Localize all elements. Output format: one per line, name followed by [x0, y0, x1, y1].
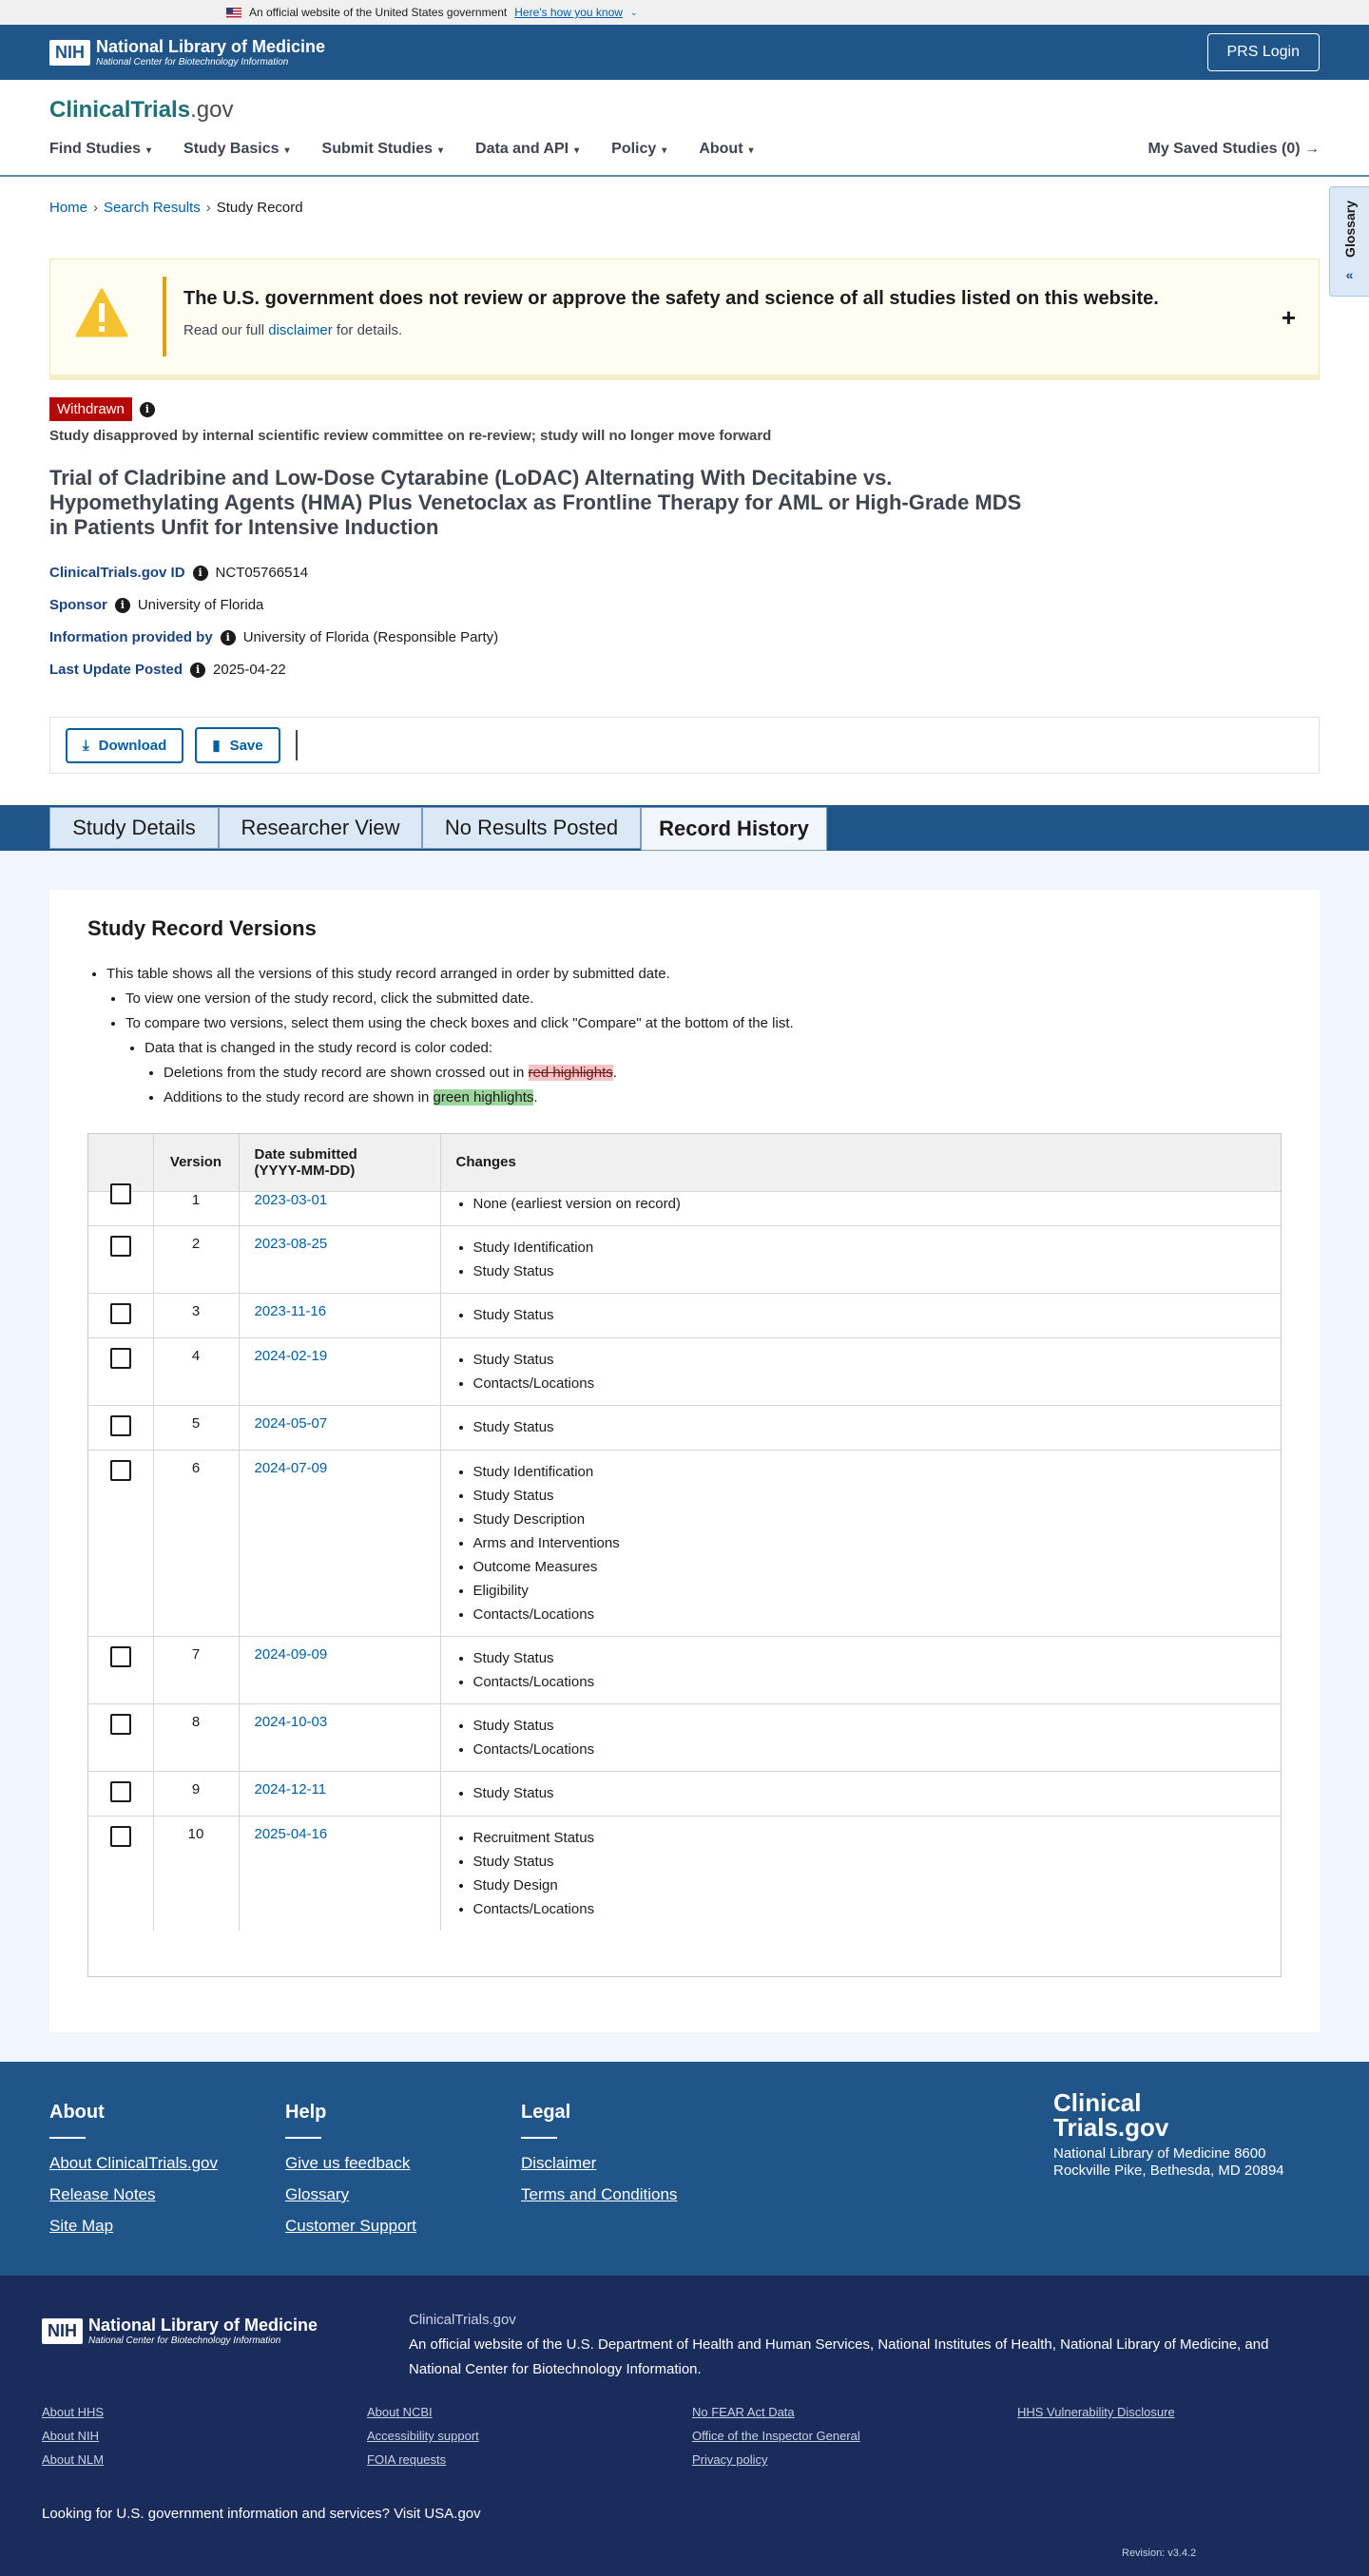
footer-official-text: ClinicalTrials.gov An official website of the U.S. Department of Health and Human Services, National Institutes of Health, National Library of Medicine, and National Center for Biotechnology Information.	[409, 2312, 1269, 2377]
changes-list	[456, 1192, 1266, 1216]
warning-icon	[75, 288, 128, 337]
expand-plus-icon[interactable]: +	[1281, 303, 1296, 332]
version-checkbox[interactable]	[110, 1415, 131, 1436]
status-badge: Withdrawn	[49, 397, 132, 421]
site-header	[0, 80, 1369, 177]
version-checkbox[interactable]	[110, 1714, 131, 1735]
meta-sponsor: Sponsor i University of Florida	[49, 597, 264, 613]
table-row	[88, 1816, 1281, 1931]
note-item: • Deletions from the study record are shown crossed out in red highlights.	[164, 1061, 794, 1086]
note-item: • Additions to the study record are shown in green highlights.	[164, 1086, 794, 1110]
change-item: • Study Status	[473, 1850, 1266, 1874]
version-checkbox[interactable]	[110, 1303, 131, 1324]
my-saved-studies-link[interactable]: My Saved Studies (0) →	[1147, 141, 1320, 157]
version-number: 6	[153, 1450, 239, 1636]
ncbi-link[interactable]: National Center for Biotechnology Information	[409, 2361, 698, 2377]
table-row	[88, 1225, 1281, 1293]
double-chevron-left-icon: «	[1345, 266, 1354, 282]
nav-about[interactable]: About ▾	[699, 141, 754, 157]
footer-link[interactable]: About NCBI	[367, 2405, 433, 2419]
chevron-down-icon: ▾	[662, 145, 667, 156]
ncbi-subtitle: National Center for Biotechnology Information	[96, 57, 289, 67]
nav-find-studies[interactable]: Find Studies ▾	[49, 141, 152, 157]
breadcrumb	[49, 200, 303, 216]
version-number: 8	[153, 1703, 239, 1771]
prs-login-button[interactable]: PRS Login	[1207, 33, 1321, 71]
arrow-right-icon: →	[1304, 141, 1320, 157]
footer-link[interactable]: Accessibility support	[367, 2429, 479, 2443]
change-item: • Contacts/Locations	[473, 1372, 1266, 1395]
table-row	[88, 1191, 1281, 1225]
change-item: • Contacts/Locations	[473, 1603, 1266, 1626]
version-date-link[interactable]: 2023-11-16	[254, 1302, 327, 1319]
version-date-link[interactable]: 2024-09-09	[254, 1645, 328, 1663]
change-item: • Study Status	[473, 1646, 1266, 1670]
version-number: 4	[153, 1337, 239, 1405]
version-date-link[interactable]: 2025-04-16	[254, 1825, 328, 1842]
versions-table	[87, 1133, 1282, 1977]
nih-logo[interactable]	[49, 37, 325, 67]
changes-list	[456, 1415, 1266, 1439]
change-item: • Contacts/Locations	[473, 1897, 1266, 1921]
change-item: • Study Status	[473, 1348, 1266, 1372]
chevron-down-icon: ▾	[146, 145, 152, 156]
footer-link[interactable]: Customer Support	[285, 2217, 416, 2235]
version-number: 7	[153, 1636, 239, 1703]
footer-gov	[0, 2276, 1369, 2576]
alert-body: Read our full disclaimer for details.	[183, 322, 403, 338]
changes-list	[456, 1460, 1266, 1626]
nav-policy[interactable]: Policy ▾	[611, 141, 667, 157]
version-date-link[interactable]: 2024-10-03	[254, 1713, 328, 1730]
table-row	[88, 1405, 1281, 1450]
change-item: • Study Status	[473, 1259, 1266, 1283]
changes-list	[456, 1236, 1266, 1283]
info-icon[interactable]: i	[140, 402, 155, 417]
change-item: • None (earliest version on record)	[473, 1192, 1266, 1216]
red-highlight-example: red highlights	[528, 1065, 613, 1081]
change-item: • Study Design	[473, 1874, 1266, 1897]
col-changes: Changes	[440, 1134, 1281, 1191]
chevron-down-icon: ▾	[748, 145, 754, 156]
status-row	[49, 397, 155, 421]
nav-data-and-api[interactable]: Data and API ▾	[475, 141, 580, 157]
footer-link[interactable]: About NLM	[42, 2452, 105, 2467]
brand-suffix: .gov	[190, 97, 234, 123]
change-item: • Arms and Interventions	[473, 1531, 1266, 1555]
nav-study-basics[interactable]: Study Basics ▾	[183, 141, 290, 157]
version-date-link[interactable]: 2023-03-01	[254, 1191, 328, 1208]
change-item: • Study Identification	[473, 1460, 1266, 1484]
disclaimer-link[interactable]: disclaimer	[268, 322, 333, 338]
footer-link[interactable]: HHS Vulnerability Disclosure	[1017, 2405, 1175, 2419]
change-item: • Study Identification	[473, 1236, 1266, 1259]
nih-link[interactable]: National Institutes of Health	[877, 2336, 1052, 2353]
chevron-down-icon: ▾	[574, 145, 580, 156]
revision-text: Revision: v3.4.2	[1122, 2547, 1197, 2559]
breadcrumb-search-results[interactable]: Search Results	[104, 200, 201, 216]
version-checkbox[interactable]	[110, 1183, 131, 1204]
version-date-link[interactable]: 2024-07-09	[254, 1459, 328, 1476]
table-row	[88, 1703, 1281, 1771]
info-icon[interactable]: i	[115, 598, 130, 613]
version-checkbox[interactable]	[110, 1826, 131, 1847]
change-item: • Recruitment Status	[473, 1826, 1266, 1850]
tab-bar	[0, 805, 1369, 851]
change-item: • Study Status	[473, 1303, 1266, 1327]
changes-list	[456, 1826, 1266, 1921]
footer-link[interactable]: Terms and Conditions	[521, 2185, 678, 2203]
table-row	[88, 1337, 1281, 1405]
footer-link[interactable]: Office of the Inspector General	[692, 2429, 860, 2443]
info-icon[interactable]: i	[221, 630, 236, 645]
footer-link[interactable]: No FEAR Act Data	[692, 2405, 795, 2419]
main-nav	[49, 141, 754, 158]
meta-last-update: Last Update Posted i 2025-04-22	[49, 662, 286, 678]
col-date: Date submitted (YYYY-MM-DD)	[239, 1134, 440, 1191]
note-item: • This table shows all the versions of this study record arranged in order by submitted date.	[106, 962, 794, 987]
version-checkbox[interactable]	[110, 1646, 131, 1667]
table-row	[88, 1293, 1281, 1337]
nlm-link[interactable]: National Library of Medicine	[1060, 2336, 1238, 2353]
green-highlight-example: green highlights	[433, 1089, 534, 1105]
us-flag-icon	[226, 8, 241, 18]
changes-list	[456, 1303, 1266, 1327]
table-row	[88, 1636, 1281, 1703]
footer-main	[0, 2062, 1369, 2276]
heres-how-you-know-link[interactable]: Here's how you know	[514, 6, 623, 19]
changes-list	[456, 1348, 1266, 1395]
version-number: 1	[153, 1191, 239, 1225]
change-item: • Study Status	[473, 1781, 1266, 1805]
footer-link[interactable]: FOIA requests	[367, 2452, 447, 2467]
version-date-link[interactable]: 2023-08-25	[254, 1235, 328, 1252]
footer-link[interactable]: Disclaimer	[521, 2154, 597, 2172]
table-header-row	[88, 1134, 1281, 1191]
change-item: • Eligibility	[473, 1579, 1266, 1603]
version-checkbox[interactable]	[110, 1460, 131, 1481]
download-button[interactable]: ⤓ Download	[66, 728, 183, 763]
info-icon[interactable]: i	[190, 663, 205, 678]
version-number: 2	[153, 1225, 239, 1293]
meta-info-provided: Information provided by i University of Florida (Responsible Party)	[49, 629, 499, 645]
meta-nct-id: ClinicalTrials.gov ID i NCT05766514	[49, 565, 309, 581]
glossary-tab[interactable]	[1329, 186, 1369, 297]
tab-record-history[interactable]: Record History	[641, 807, 827, 851]
save-button[interactable]: ▮ Save	[195, 727, 280, 763]
version-number: 10	[153, 1816, 239, 1931]
version-checkbox[interactable]	[110, 1348, 131, 1369]
version-number: 3	[153, 1293, 239, 1337]
col-version: Version	[153, 1134, 239, 1191]
gov-banner	[0, 0, 1369, 25]
changes-list	[456, 1714, 1266, 1761]
bookmark-icon: ▮	[212, 738, 221, 754]
disclaimer-alert	[49, 259, 1320, 380]
tab-researcher-view[interactable]: Researcher View	[219, 807, 422, 849]
footer-legal: Legal Disclaimer Terms and Conditions	[521, 2102, 678, 2203]
note-item: • To compare two versions, select them using the check boxes and click "Compare" at the bottom of the list.	[125, 1011, 794, 1036]
footer-logo: Clinical Trials.gov National Library of Medicine 8600 Rockville Pike, Bethesda, MD 20894	[1053, 2090, 1301, 2180]
nih-bar	[0, 25, 1369, 80]
change-item: • Study Status	[473, 1484, 1266, 1508]
changes-list	[456, 1646, 1266, 1694]
table-row	[88, 1771, 1281, 1816]
version-number: 5	[153, 1405, 239, 1450]
change-item: • Contacts/Locations	[473, 1738, 1266, 1761]
chevron-right-icon: ›	[93, 200, 99, 216]
footer-about: About About ClinicalTrials.gov Release Notes Site Map	[49, 2102, 218, 2235]
version-date-link[interactable]: 2024-12-11	[254, 1780, 327, 1797]
chevron-down-icon[interactable]: ⌄	[629, 7, 638, 17]
note-item: • Data that is changed in the study record is color coded:	[145, 1036, 794, 1061]
breadcrumb-home[interactable]: Home	[49, 200, 88, 216]
nlm-title: National Library of Medicine	[96, 37, 326, 56]
version-checkbox[interactable]	[110, 1236, 131, 1257]
note-item: • To view one version of the study record, click the submitted date.	[125, 987, 794, 1011]
footer-link[interactable]: Release Notes	[49, 2185, 156, 2203]
action-bar	[49, 717, 1320, 774]
footer-link[interactable]: Give us feedback	[285, 2154, 411, 2172]
footer-help: Help Give us feedback Glossary Customer Support	[285, 2102, 416, 2235]
nav-submit-studies[interactable]: Submit Studies ▾	[321, 141, 444, 157]
change-item: • Study Description	[473, 1508, 1266, 1531]
versions-heading: Study Record Versions	[87, 916, 317, 940]
footer-link[interactable]: About ClinicalTrials.gov	[49, 2154, 218, 2172]
version-number: 9	[153, 1771, 239, 1816]
breadcrumb-current: Study Record	[216, 200, 303, 216]
versions-card	[49, 890, 1320, 2032]
footer-gov-links	[42, 2405, 1335, 2467]
download-icon: ⤓	[83, 737, 89, 754]
tab-no-results-posted[interactable]: No Results Posted	[422, 807, 641, 849]
footer-link[interactable]: Site Map	[49, 2217, 114, 2235]
change-item: • Study Status	[473, 1714, 1266, 1738]
version-date-link[interactable]: 2024-02-19	[254, 1347, 328, 1364]
gov-banner-text: An official website of the United States government	[249, 6, 508, 19]
change-item: • Outcome Measures	[473, 1555, 1266, 1579]
change-item: • Study Status	[473, 1415, 1266, 1439]
info-icon[interactable]: i	[193, 566, 208, 581]
action-divider	[296, 730, 298, 760]
status-reason: Study disapproved by internal scientific review committee on re-review; study will no longer move forward	[49, 428, 772, 444]
footer-link[interactable]: About HHS	[42, 2405, 105, 2419]
usa-gov-line: Looking for U.S. government information and services? Visit USA.gov	[42, 2506, 481, 2522]
table-row	[88, 1450, 1281, 1636]
footer-link[interactable]: Privacy policy	[692, 2452, 768, 2467]
version-date-link[interactable]: 2024-05-07	[254, 1414, 328, 1432]
change-item: • Contacts/Locations	[473, 1670, 1266, 1694]
usa-gov-link[interactable]: Visit USA.gov	[394, 2506, 481, 2522]
chevron-down-icon: ▾	[438, 145, 444, 156]
study-title: Trial of Cladribine and Low-Dose Cytarabine (LoDAC) Alternating With Decitabine vs. Hypomethylating Agents (HMA) Plus Venetoclax as Frontline Therapy for AML or High-Grade MDS in Patients Unfit for Intensive Induction	[49, 466, 1022, 539]
alert-heading: The U.S. government does not review or approve the safety and science of all studies listed on this website.	[183, 288, 1159, 309]
hhs-link[interactable]: U.S. Department of Health and Human Services	[566, 2336, 870, 2353]
brand-main: ClinicalTrials	[49, 97, 191, 123]
footer-link[interactable]: About NIH	[42, 2429, 99, 2443]
tab-study-details[interactable]: Study Details	[49, 807, 219, 849]
changes-list	[456, 1781, 1266, 1805]
footer-link[interactable]: Glossary	[285, 2185, 350, 2203]
nih-logo-mark: NIH	[49, 40, 90, 66]
site-logo[interactable]	[49, 97, 233, 124]
footer-address: National Library of Medicine 8600 Rockville Pike, Bethesda, MD 20894	[1053, 2145, 1284, 2179]
versions-notes	[87, 962, 794, 1110]
chevron-right-icon: ›	[205, 200, 211, 216]
version-checkbox[interactable]	[110, 1781, 131, 1802]
glossary-label: Glossary	[1341, 201, 1358, 258]
chevron-down-icon: ▾	[284, 145, 290, 156]
nih-footer-logo[interactable]: NIH National Library of Medicine National Center for Biotechnology Information	[42, 2316, 318, 2346]
